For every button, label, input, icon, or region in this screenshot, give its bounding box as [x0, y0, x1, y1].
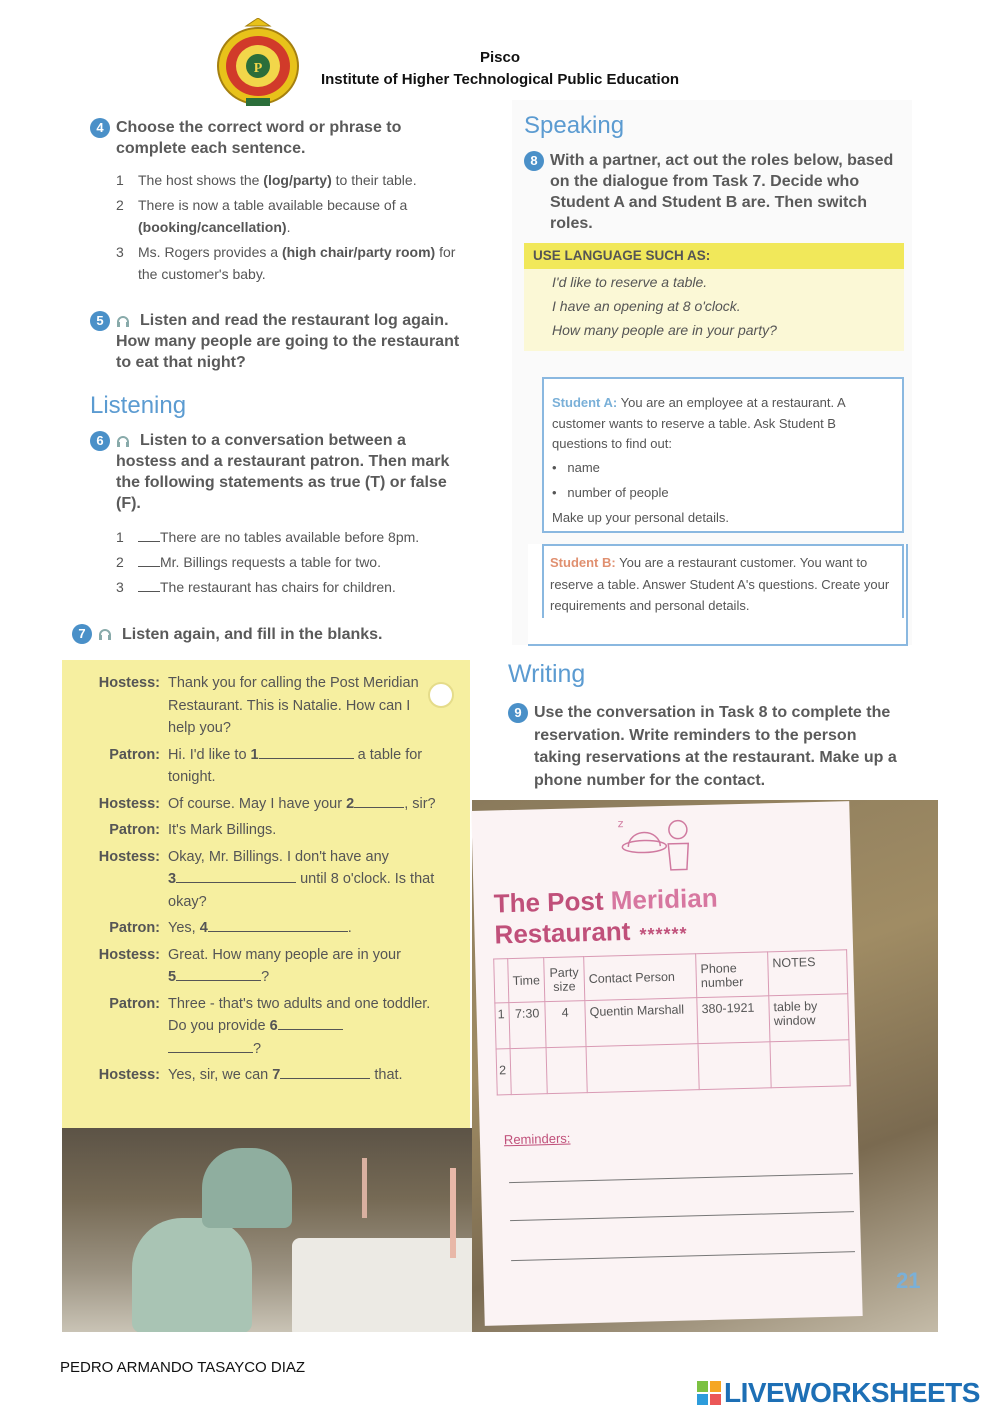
institution-logo [216, 18, 300, 108]
fill-blank-6[interactable] [278, 1016, 343, 1030]
line-text: that. [370, 1067, 403, 1083]
line-text: ? [253, 1040, 262, 1057]
fill-blank-4[interactable] [208, 918, 348, 932]
table-header: NOTES [768, 950, 848, 996]
item-text: The host shows the [138, 172, 264, 188]
waiter-icon [613, 813, 705, 877]
reminder-line[interactable] [509, 1173, 853, 1183]
writing-title: Writing [508, 660, 586, 688]
task6-block [90, 430, 470, 598]
candle-shape [450, 1168, 456, 1258]
headphones-icon [98, 626, 112, 642]
header-line1: Pisco [479, 49, 521, 66]
page-number: 21 [896, 1268, 921, 1293]
row-number-cell [494, 959, 509, 1003]
item-text: for the customer's baby. [138, 244, 456, 282]
task9-instruction: Use the conversation in Task 8 to complete the reservation. Write reminders to the person taking reservations at the restaurant. Make up a phone number for the contact. [534, 704, 897, 789]
table-header: Time [508, 958, 545, 1003]
blank-number: 1 [250, 746, 259, 763]
task8-block [524, 150, 914, 234]
task7-block [72, 624, 472, 645]
headphones-icon [116, 433, 130, 449]
cell-phone: 380-1921 [697, 996, 770, 1044]
speaker-patron: Patron: [109, 995, 160, 1012]
reminder-line[interactable] [510, 1211, 854, 1221]
student-b-text [550, 552, 894, 617]
line-text: Yes, sir, we can [168, 1067, 273, 1083]
task4-instruction: Choose the correct word or phrase to complete each sentence. [116, 119, 402, 157]
dialogue-line-2 [62, 744, 452, 789]
dialogue-line-4 [62, 819, 452, 842]
task5-instruction [116, 310, 461, 373]
dialogue-panel [62, 660, 470, 1130]
reservation-card [471, 801, 862, 1326]
task9-block [508, 702, 908, 792]
blank-number: 7 [272, 1067, 281, 1083]
row-number: 1 [495, 1003, 510, 1049]
task6-item-1 [116, 526, 470, 548]
line-text: Yes, [168, 920, 200, 936]
liveworksheets-logo[interactable] [697, 1377, 980, 1409]
task4-item-2 [116, 194, 466, 238]
line-text: It's Mark Billings. [168, 822, 277, 838]
dialogue-line-6 [62, 917, 452, 940]
speaker-hostess: Hostess: [98, 675, 160, 691]
svg-text:z: z [617, 817, 624, 831]
answer-blank[interactable] [138, 553, 160, 567]
item-number: 2 [116, 554, 124, 570]
task5-block [90, 310, 470, 373]
item-number: 1 [116, 529, 124, 545]
language-phrase: I'd like to reserve a table. [552, 274, 708, 290]
task5-text: Listen and read the restaurant log again. How many people are going to the restaurant to eat that night? [116, 312, 460, 371]
reservation-table [493, 949, 850, 1095]
speaker-patron: Patron: [109, 746, 160, 763]
task4-number: 4 [90, 118, 110, 138]
dialogue-line-8 [62, 993, 452, 1061]
fill-blank-3[interactable] [176, 869, 296, 883]
student-a-bullet: • name [552, 459, 600, 475]
bullet-text: name [567, 459, 600, 475]
item-text: to their table. [331, 172, 417, 188]
language-heading [524, 243, 904, 269]
table-cloth-shape [292, 1238, 472, 1332]
restaurant-photo [62, 1128, 472, 1332]
blank-number: 2 [346, 795, 355, 812]
item-text: Ms. Rogers provides a [138, 244, 282, 260]
cell-time[interactable] [510, 1048, 547, 1095]
blank-number: 3 [168, 871, 177, 887]
answer-blank[interactable] [138, 528, 160, 542]
line-text: Great. How many people are in your [168, 946, 401, 963]
fill-blank-1[interactable] [259, 745, 354, 759]
card-stars: ****** [639, 923, 688, 945]
item-choice: (log/party) [263, 172, 332, 188]
dialogue-line-3 [62, 793, 452, 816]
line-text: . [347, 920, 352, 936]
item-number: 2 [116, 197, 124, 213]
task7-instruction: Listen again, and fill in the blanks. [122, 626, 383, 643]
card-title-part: Meridian [610, 882, 719, 916]
candle-shape [362, 1158, 367, 1218]
liveworksheets-text: LIVEWORKSHEETS [724, 1377, 980, 1408]
task4-item-3 [116, 241, 466, 285]
task5-number: 5 [90, 311, 110, 331]
task7-number: 7 [72, 624, 92, 644]
line-text: Hi. I'd like to [168, 746, 251, 763]
task8-instruction: With a partner, act out the roles below, based on the dialogue from Task 7. Decide who Student A and Student B are. Then switch roles. [550, 152, 894, 232]
dialogue-line-9 [62, 1064, 452, 1087]
item-choice: (booking/cancellation) [138, 219, 287, 235]
cell-phone[interactable] [698, 1042, 771, 1090]
answer-blank[interactable] [138, 578, 160, 592]
speaker-hostess: Hostess: [98, 848, 160, 865]
cell-notes: table by window [769, 994, 849, 1042]
student-a-description: You are an employee at a restaurant. A customer wants to reserve a table. Ask Student B questions to find out: [552, 395, 845, 451]
liveworksheets-icon [697, 1381, 721, 1405]
cell-party[interactable] [546, 1047, 587, 1094]
line-text: Three - that's two adults and one toddler. Do you provide [168, 995, 431, 1034]
header-line2: Institute of Higher Technological Public Education [320, 71, 680, 88]
speaking-title: Speaking [524, 112, 625, 139]
statement-text: Mr. Billings requests a table for two. [160, 554, 381, 570]
line-text: , sir? [404, 795, 436, 812]
chair-shape [202, 1148, 292, 1228]
blank-number: 5 [168, 969, 177, 985]
table-header: Phone number [696, 952, 769, 998]
reminders-label: Reminders: [503, 1130, 571, 1148]
bullet-text: number of people [567, 484, 669, 500]
reminder-line[interactable] [511, 1251, 855, 1261]
blank-number: 6 [269, 1018, 278, 1034]
fill-blank-5[interactable] [176, 967, 261, 981]
statement-text: The restaurant has chairs for children. [160, 579, 396, 595]
language-phrase: How many people are in your party? [552, 322, 777, 338]
student-a-bullet: • number of people [552, 484, 669, 500]
item-text: . [286, 219, 291, 235]
fill-blank-2[interactable] [354, 794, 404, 808]
table-header: Contact Person [584, 954, 697, 1001]
task6-number: 6 [90, 431, 110, 451]
student-a-box [542, 377, 904, 533]
task8-number: 8 [524, 151, 544, 171]
student-a-footer: Make up your personal details. [552, 509, 730, 525]
task6-item-2 [116, 551, 470, 573]
blank-number: 4 [199, 920, 208, 936]
line-text: ? [261, 969, 270, 985]
svg-text:P: P [253, 61, 263, 76]
task4-block [90, 117, 470, 285]
line-text: Thank you for calling the Post Meridian Restaurant. This is Natalie. How can I help you? [168, 675, 419, 736]
card-title-part: Restaurant [494, 915, 631, 950]
statement-text: There are no tables available before 8pm. [160, 529, 420, 545]
author-name: PEDRO ARMANDO TASAYCO DIAZ [60, 1359, 306, 1376]
dialogue-line-1 [62, 672, 452, 740]
fill-blank-6b[interactable] [168, 1039, 253, 1053]
cell-party: 4 [545, 1001, 586, 1048]
table-header: Party size [544, 957, 585, 1002]
item-number: 1 [116, 172, 124, 188]
task6-instruction [116, 430, 461, 514]
chair-shape [132, 1218, 252, 1332]
fill-blank-7[interactable] [280, 1065, 370, 1079]
student-a-text [552, 393, 894, 455]
cell-notes[interactable] [770, 1040, 850, 1088]
line-text: Okay, Mr. Billings. I don't have any [168, 848, 389, 865]
language-phrase: I have an opening at 8 o'clock. [552, 298, 741, 314]
listening-title: Listening [90, 392, 187, 419]
item-text: There is now a table available because of a [138, 197, 408, 213]
task6-item-3 [116, 576, 470, 598]
language-box [524, 243, 904, 351]
line-text: until 8 o'clock. Is that okay? [168, 871, 435, 910]
language-heading-text: USE LANGUAGE SUCH AS: [533, 248, 711, 263]
item-number: 3 [116, 579, 124, 595]
item-choice: (high chair/party room) [281, 244, 436, 260]
line-text: Of course. May I have your [168, 795, 347, 812]
table-row [496, 1040, 850, 1095]
task6-text: Listen to a conversation between a hostess and a restaurant patron. Then mark the following statements as true (T) or false (F). [116, 432, 450, 512]
speaker-patron: Patron: [109, 822, 160, 838]
student-b-description: You are a restaurant customer. You want to reserve a table. Answer Student A's questions. Create your requirements and personal details. [550, 555, 890, 613]
task4-item-1 [116, 169, 466, 191]
cell-contact[interactable] [586, 1044, 699, 1093]
task9-number: 9 [508, 703, 528, 723]
student-a-label: Student A: [552, 395, 618, 410]
dialogue-line-5 [62, 846, 452, 914]
row-number: 2 [496, 1049, 511, 1095]
student-b-label: Student B: [550, 555, 616, 570]
speaker-hostess: Hostess: [98, 795, 160, 812]
speaker-patron: Patron: [109, 920, 160, 936]
line-text: a table for tonight. [168, 746, 423, 785]
speaker-hostess: Hostess: [98, 946, 160, 963]
speaker-hostess: Hostess: [98, 1067, 160, 1083]
item-number: 3 [116, 244, 124, 260]
card-title-part: The Post [493, 885, 612, 919]
headphones-icon [116, 313, 130, 329]
dialogue-line-7 [62, 944, 452, 989]
cell-time: 7:30 [509, 1002, 546, 1049]
cell-contact: Quentin Marshall [585, 998, 698, 1047]
